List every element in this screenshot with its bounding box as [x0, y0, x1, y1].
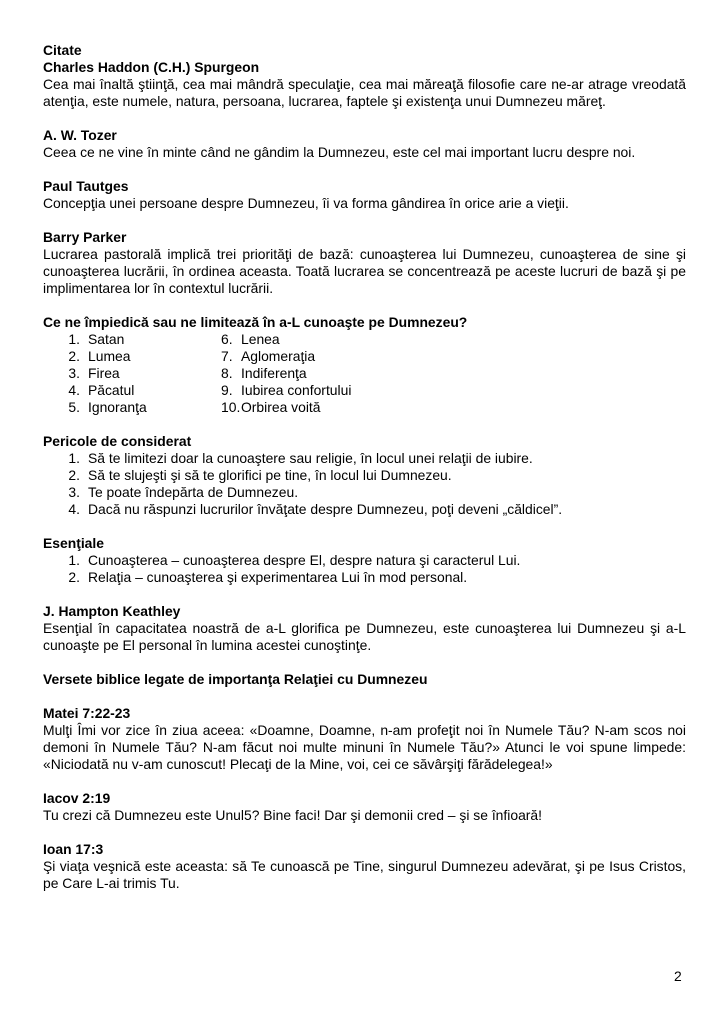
list-number: 10.	[221, 399, 241, 415]
list-number: 2.	[68, 467, 80, 483]
list-text: Iubirea confortului	[241, 382, 352, 398]
quote-text: Lucrarea pastorală implică trei priorităţi de bază: cunoaşterea lui Dumnezeu, cunoaşterea de sine şi cunoaşterea lucrării, în ordinea aceasta. Toată lucrarea se concentrează pe aceste lucruri de bază şi pe implimentarea lor în contextul lucrării.	[43, 246, 686, 296]
verse-reference: Iacov 2:19	[43, 790, 111, 806]
list-number: 3.	[68, 365, 80, 381]
list-text: Aglomeraţia	[241, 348, 316, 364]
list-item	[43, 501, 686, 518]
list-number: 1.	[68, 331, 80, 347]
list-text: Păcatul	[88, 382, 135, 398]
list-number: 4.	[68, 382, 80, 398]
quote-text: Ceea ce ne vine în minte când ne gândim la Dumnezeu, este cel mai important lucru despre noi.	[43, 144, 636, 160]
list-item	[221, 399, 451, 416]
list-number: 3.	[68, 484, 80, 500]
quote-author: J. Hampton Keathley	[43, 603, 181, 619]
verse-reference: Matei 7:22-23	[43, 705, 131, 721]
list-text: Să te slujeşti şi să te glorifici pe tine, în locul lui Dumnezeu.	[88, 467, 452, 483]
list-item	[43, 365, 221, 382]
list-item	[43, 569, 686, 586]
list-text: Te poate îndepărta de Dumnezeu.	[88, 484, 299, 500]
quote-text: Esenţial în capacitatea noastră de a-L glorifica pe Dumnezeu, este cunoaşterea lui Dumnezeu şi a-L cunoaşte pe El personal în lumina acestei cunoştinţe.	[43, 620, 686, 653]
hindrances-column-left	[43, 331, 221, 416]
list-text: Lenea	[241, 331, 280, 347]
verses-title: Versete biblice legate de importanţa Relaţiei cu Dumnezeu	[43, 671, 428, 687]
list-number: 9.	[221, 382, 233, 398]
dangers-section	[43, 433, 686, 518]
verse-reference: Ioan 17:3	[43, 841, 104, 857]
list-text: Ignoranţa	[88, 399, 147, 415]
list-number: 7.	[221, 348, 233, 364]
quote-keathley	[43, 603, 686, 654]
list-text: Să te limitezi doar la cunoaştere sau religie, în locul unei relaţii de iubire.	[88, 450, 533, 466]
list-text: Lumea	[88, 348, 131, 364]
quote-text: Cea mai înaltă ştiinţă, cea mai mândră speculaţie, cea mai măreaţă filosofie care ne-ar atrage vreodată atenţia, este numele, natura, persoana, lucrarea, faptele şi existenţa unui Dumnezeu măreţ.	[43, 76, 686, 109]
hindrances-title: Ce ne împiedică sau ne limitează în a-L cunoaşte pe Dumnezeu?	[43, 314, 468, 330]
list-text: Indiferenţa	[241, 365, 307, 381]
verse-text: Mulţi Îmi vor zice în ziua aceea: «Doamne, Doamne, n-am profeţit noi în Numele Tău? N-am scos noi demoni în Numele Tău? N-am făcut noi multe minuni în Numele Tău?» Atunci le voi spune limpede: «Niciodată nu v-am cunoscut! Plecaţi de la Mine, voi, cei ce săvârşiţi fărădelegea!»	[43, 722, 686, 772]
list-item	[43, 399, 221, 416]
essentials-section	[43, 535, 686, 586]
list-number: 2.	[68, 348, 80, 364]
verse-iacov	[43, 790, 686, 824]
quote-text: Concepţia unei persoane despre Dumnezeu, îi va forma gândirea în orice arie a vieţii.	[43, 195, 569, 211]
list-item	[221, 382, 451, 399]
essentials-title: Esenţiale	[43, 535, 104, 551]
list-text: Cunoaşterea – cunoaşterea despre El, despre natura şi caracterul Lui.	[88, 552, 521, 568]
hindrances-column-right	[221, 331, 451, 416]
list-text: Satan	[88, 331, 125, 347]
list-item	[221, 331, 451, 348]
list-number: 5.	[68, 399, 80, 415]
list-number: 1.	[68, 450, 80, 466]
list-text: Firea	[88, 365, 120, 381]
list-number: 1.	[68, 552, 80, 568]
list-text: Dacă nu răspunzi lucrurilor învăţate despre Dumnezeu, poţi deveni „căldicel”.	[88, 501, 563, 517]
list-item	[43, 450, 686, 467]
list-number: 6.	[221, 331, 233, 347]
list-item	[43, 467, 686, 484]
verse-matei	[43, 705, 686, 773]
list-item	[221, 348, 451, 365]
verse-text: Tu crezi că Dumnezeu este Unul5? Bine faci! Dar şi demonii cred – şi se înfioară!	[43, 807, 543, 823]
list-number: 8.	[221, 365, 233, 381]
list-item	[43, 348, 221, 365]
quote-spurgeon	[43, 59, 686, 110]
list-number: 2.	[68, 569, 80, 585]
dangers-title: Pericole de considerat	[43, 433, 192, 449]
quote-tozer	[43, 127, 686, 161]
list-item	[43, 331, 221, 348]
hindrances-section	[43, 314, 686, 416]
quote-author: Barry Parker	[43, 229, 127, 245]
hindrances-list	[43, 331, 686, 416]
list-item	[43, 552, 686, 569]
list-item	[221, 365, 451, 382]
list-item	[43, 382, 221, 399]
list-text: Relaţia – cunoaşterea şi experimentarea Lui în mod personal.	[88, 569, 468, 585]
quote-author: Charles Haddon (C.H.) Spurgeon	[43, 59, 260, 75]
section-title-citate: Citate	[43, 42, 82, 58]
quote-tautges	[43, 178, 686, 212]
quote-author: Paul Tautges	[43, 178, 129, 194]
verse-text: Şi viaţa veşnică este aceasta: să Te cunoască pe Tine, singurul Dumnezeu adevărat, şi pe Isus Cristos, pe Care L-ai trimis Tu.	[43, 858, 686, 891]
list-item	[43, 484, 686, 501]
list-text: Orbirea voită	[241, 399, 321, 415]
citate-section	[43, 42, 686, 297]
document-page	[43, 42, 686, 909]
list-number: 4.	[68, 501, 80, 517]
page-number: 2	[674, 968, 682, 984]
quote-parker	[43, 229, 686, 297]
verse-ioan	[43, 841, 686, 892]
quote-author: A. W. Tozer	[43, 127, 117, 143]
